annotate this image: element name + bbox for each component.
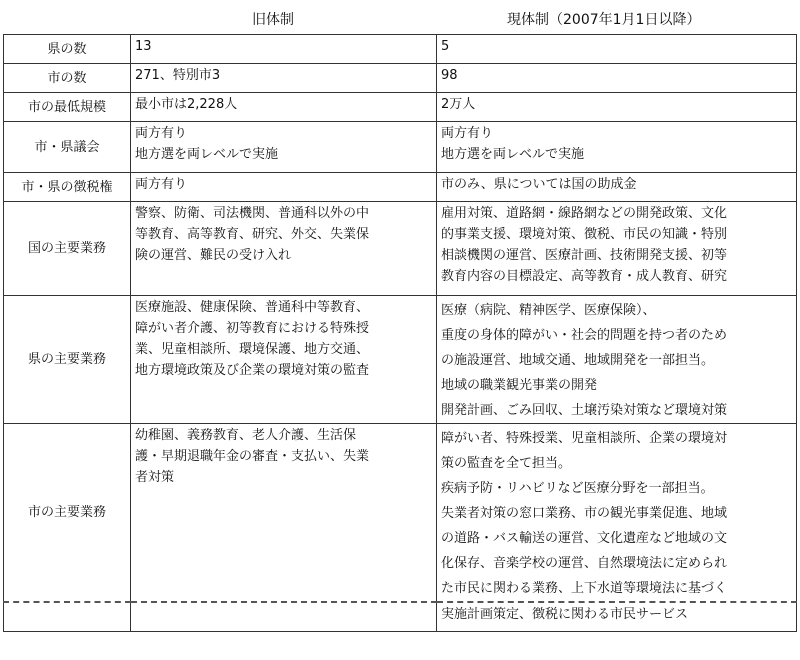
row-councils xyxy=(4,122,797,173)
cell-text-line: 業、児童相談所、環境保護、地方交通、 xyxy=(135,342,370,357)
new-system-cell xyxy=(437,202,797,296)
new-system-cell xyxy=(437,173,797,202)
new-system-cell xyxy=(437,602,797,631)
row-label: 県の数 xyxy=(4,35,131,64)
cell-text-line: 地方環境政策及び企業の環境対策の監査 xyxy=(135,363,370,378)
cell-text-line: 者対策 xyxy=(135,470,175,485)
cell-text-line: の施設運営、地域交通、地域開発を一部担当。 xyxy=(441,353,715,368)
header-old-system: 旧体制 xyxy=(252,12,294,28)
cell-text-line: の道路・バス輸送の運営、文化遺産など地域の文 xyxy=(441,531,728,546)
cell-text-line: 重度の身体的障がい・社会的問題を持つ者のため xyxy=(441,328,728,343)
header-new-system: 現体制（2007年1月1日以降） xyxy=(507,12,701,28)
old-system-cell xyxy=(131,173,437,202)
cell-text-line: 障がい者、特殊授業、児童相談所、企業の環境対 xyxy=(441,431,728,446)
row-national-duties xyxy=(4,202,797,296)
row-min-city-size xyxy=(4,93,797,122)
cell-text-line: 相談機関の運営、医療計画、技術開発支援、初等 xyxy=(441,248,728,263)
row-prefecture-duties xyxy=(4,296,797,424)
new-system-cell xyxy=(437,35,797,64)
old-system-cell xyxy=(131,424,437,603)
cell-text-line: 開発計画、ごみ回収、土壌汚染対策など環境対策 xyxy=(441,403,728,418)
cell-text-line: 98 xyxy=(441,68,458,83)
column-headers xyxy=(0,0,800,34)
old-system-cell xyxy=(131,93,437,122)
cell-text-line: 最小市は2,228人 xyxy=(135,97,238,112)
new-system-cell xyxy=(437,122,797,173)
row-label: 市の最低規模 xyxy=(4,93,131,122)
new-system-cell xyxy=(437,424,797,603)
cell-text-line: 実施計画策定、徴税に関わる市民サービス xyxy=(441,607,689,622)
cell-text-line: た市民に関わる業務、上下水道等環境法に基づく xyxy=(441,581,728,596)
cell-text-line: 護・早期退職年金の審査・支払い、失業 xyxy=(135,449,370,464)
comparison-table xyxy=(3,34,797,632)
row-label: 市の数 xyxy=(4,64,131,93)
cell-text-line: 疾病予防・リハビリなど医療分野を一部担当。 xyxy=(441,481,714,496)
cell-text-line: 両方有り xyxy=(441,126,494,141)
cell-text-line: 幼稚園、義務教育、老人介護、生活保 xyxy=(135,428,357,443)
old-system-cell xyxy=(131,122,437,173)
new-system-cell xyxy=(437,296,797,424)
row-continuation xyxy=(4,602,797,631)
old-system-cell xyxy=(131,602,437,631)
row-label: 国の主要業務 xyxy=(4,202,131,296)
cell-text-line: 失業者対策の窓口業務、市の観光事業促進、地域 xyxy=(441,506,728,521)
old-system-cell xyxy=(131,64,437,93)
cell-text-line: 障がい者介護、初等教育における特殊授 xyxy=(135,321,370,336)
cell-text-line: 医療（病院、精神医学、医療保険）、 xyxy=(441,303,656,318)
row-label: 市・県の徴税権 xyxy=(4,173,131,202)
cell-text-line: 教育内容の目標設定、高等教育・成人教育、研究 xyxy=(441,269,728,284)
old-system-cell xyxy=(131,35,437,64)
cell-text-line: 医療施設、健康保険、普通科中等教育、 xyxy=(135,300,370,315)
cell-text-line: 的事業支援、環境対策、徴税、市民の知識・特別 xyxy=(441,227,728,242)
new-system-cell xyxy=(437,93,797,122)
cell-text-line: 策の監査を全て担当。 xyxy=(441,456,572,471)
row-label: 市の主要業務 xyxy=(4,424,131,603)
cell-text-line: 等教育、高等教育、研究、外交、失業保 xyxy=(135,227,370,242)
row-label xyxy=(4,602,131,631)
row-label: 市・県議会 xyxy=(4,122,131,173)
cell-text-line: 5 xyxy=(441,39,450,54)
old-system-cell xyxy=(131,296,437,424)
row-city-duties xyxy=(4,424,797,603)
cell-text-line: 地方選を両レベルで実施 xyxy=(135,147,279,162)
new-system-cell xyxy=(437,64,797,93)
cell-text-line: 市のみ、県については国の助成金 xyxy=(441,177,637,192)
cell-text-line: 2万人 xyxy=(441,97,476,112)
cell-text-line: 両方有り xyxy=(135,177,188,192)
cell-text-line: 地域の職業観光事業の開発 xyxy=(441,378,598,393)
old-system-cell xyxy=(131,202,437,296)
cell-text-line: 地方選を両レベルで実施 xyxy=(441,147,585,162)
cell-text-line: 13 xyxy=(135,39,152,54)
cell-text-line: 両方有り xyxy=(135,126,188,141)
row-label: 県の主要業務 xyxy=(4,296,131,424)
cell-text-line: 険の運営、難民の受け入れ xyxy=(135,248,292,263)
row-prefecture-count xyxy=(4,35,797,64)
cell-text-line: 警察、防衛、司法機関、普通科以外の中 xyxy=(135,206,370,221)
cell-text-line: 雇用対策、道路網・線路網などの開発政策、文化 xyxy=(441,206,728,221)
cell-text-line: 271、特別市3 xyxy=(135,68,221,83)
row-tax-rights xyxy=(4,173,797,202)
cell-text-line: 化保存、音楽学校の運営、自然環境法に定められ xyxy=(441,556,728,571)
row-city-count xyxy=(4,64,797,93)
